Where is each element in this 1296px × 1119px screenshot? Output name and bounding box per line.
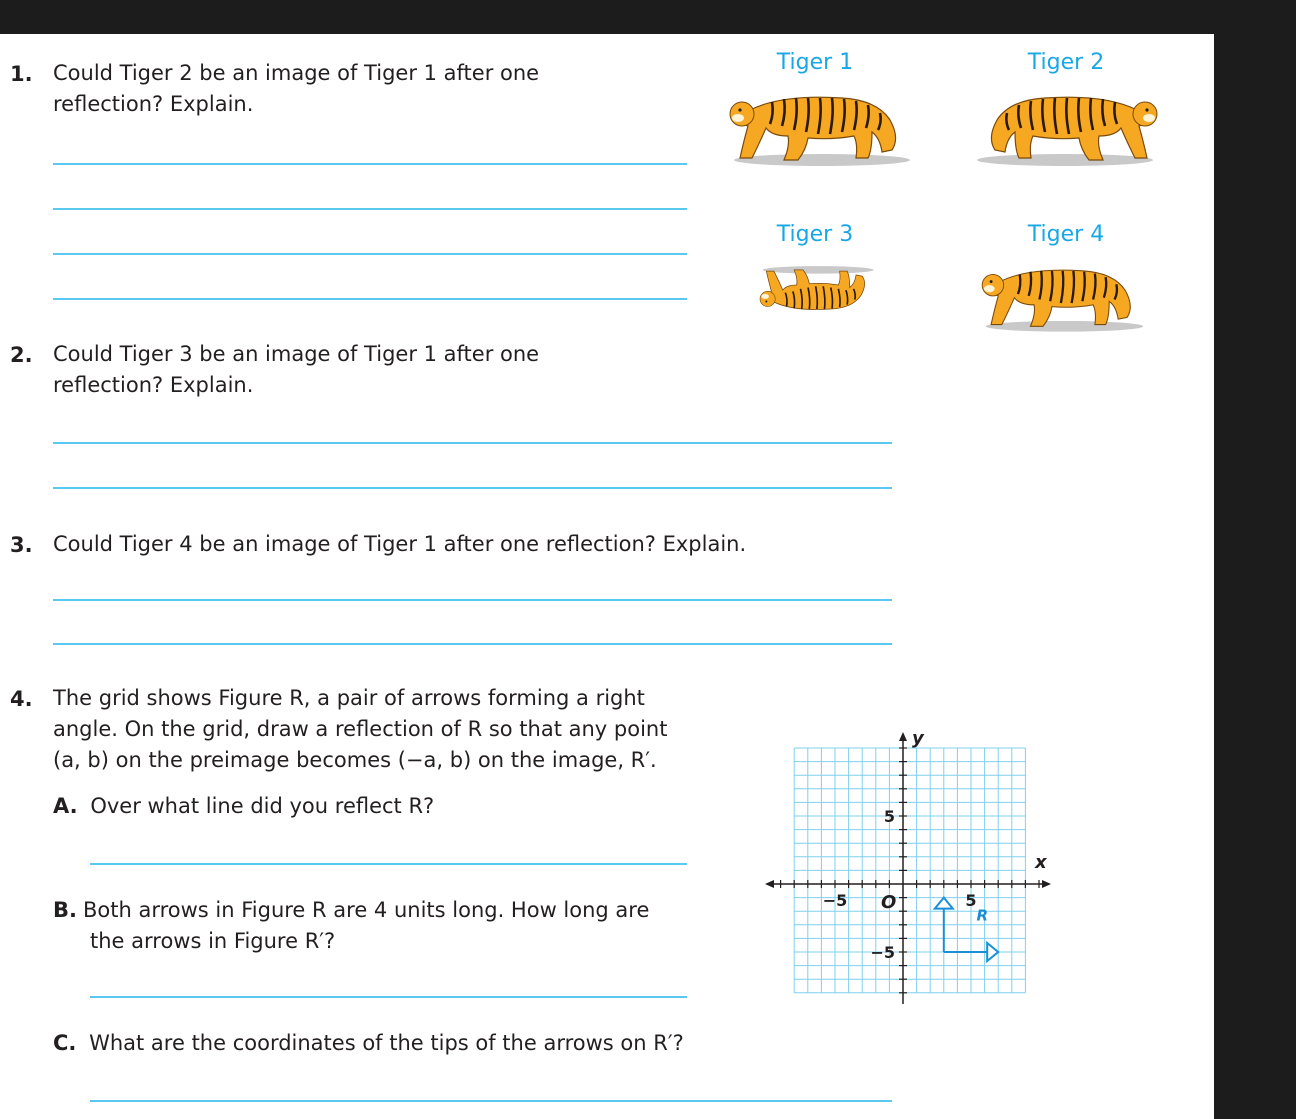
subpart-c-letter: C. [53, 1031, 77, 1055]
answer-line[interactable] [90, 996, 687, 998]
tiger-3-label: Tiger 3 [776, 222, 854, 247]
answer-line[interactable] [53, 487, 892, 489]
question-1-line-1: Could Tiger 2 be an image of Tiger 1 after one [53, 61, 540, 85]
worksheet-page [0, 34, 1214, 1119]
tiger-4-label: Tiger 4 [1027, 222, 1105, 247]
figure-r-up-arrowhead [935, 898, 953, 909]
tick-label-y-5: 5 [883, 807, 895, 826]
subpart-b [53, 895, 649, 957]
question-4-number: 4. [10, 687, 33, 711]
question-2-line-2: reflection? Explain. [53, 373, 254, 397]
question-2-line-1: Could Tiger 3 be an image of Tiger 1 after one [53, 342, 540, 366]
x-axis-arrow-left [765, 880, 774, 888]
tiger-1-label: Tiger 1 [776, 50, 854, 75]
tiger-2-illustration [975, 80, 1165, 170]
origin-label: O [881, 892, 897, 913]
subpart-a [53, 791, 434, 822]
subpart-a-text: Over what line did you reflect R? [90, 794, 435, 818]
answer-line[interactable] [90, 1100, 892, 1102]
subpart-b-line-1: Both arrows in Figure R are 4 units long. How long are [82, 898, 650, 922]
question-4-line-3: (a, b) on the preimage becomes (−a, b) on the image, R′. [53, 748, 657, 772]
answer-line[interactable] [53, 298, 687, 300]
y-axis-arrow-up [899, 732, 907, 741]
tick-label-x-neg5: −5 [822, 891, 848, 910]
top-bar [0, 0, 1296, 34]
answer-line[interactable] [53, 442, 892, 444]
right-margin-bar [1214, 34, 1296, 1119]
question-1-text [53, 58, 539, 120]
x-axis-arrow-right [1042, 880, 1051, 888]
question-3-number: 3. [10, 533, 33, 557]
question-1-number: 1. [10, 62, 33, 86]
tiger-3-illustration [755, 262, 875, 322]
answer-line[interactable] [53, 208, 687, 210]
subpart-c [53, 1028, 684, 1059]
answer-line[interactable] [53, 163, 687, 165]
subpart-c-text: What are the coordinates of the tips of the arrows on R′? [89, 1031, 684, 1055]
question-4-line-2: angle. On the grid, draw a reflection of R so that any point [53, 717, 668, 741]
question-3-text: Could Tiger 4 be an image of Tiger 1 after one reflection? Explain. [53, 532, 747, 556]
figure-r-right-arrowhead [987, 943, 998, 961]
tick-label-x-5: 5 [965, 891, 977, 910]
x-axis-label: x [1035, 852, 1047, 873]
question-4-text [53, 683, 667, 776]
answer-line[interactable] [53, 643, 892, 645]
coordinate-grid[interactable] [745, 674, 1065, 1004]
subpart-b-line-2: the arrows in Figure R′? [90, 929, 336, 953]
answer-line[interactable] [53, 253, 687, 255]
question-2-number: 2. [10, 343, 33, 367]
y-axis-label: y [912, 728, 924, 749]
question-4-line-1: The grid shows Figure R, a pair of arrows forming a right [53, 686, 645, 710]
tiger-1-illustration [722, 80, 912, 170]
subpart-a-letter: A. [53, 794, 78, 818]
figure-r-label: R [976, 906, 989, 925]
question-2-text [53, 339, 539, 401]
subpart-b-letter: B. [53, 898, 77, 922]
tiger-4-illustration [975, 250, 1145, 340]
tick-label-y-neg5: −5 [870, 943, 895, 962]
question-1-line-2: reflection? Explain. [53, 92, 254, 116]
answer-line[interactable] [90, 863, 687, 865]
tiger-2-label: Tiger 2 [1027, 50, 1105, 75]
answer-line[interactable] [53, 599, 892, 601]
